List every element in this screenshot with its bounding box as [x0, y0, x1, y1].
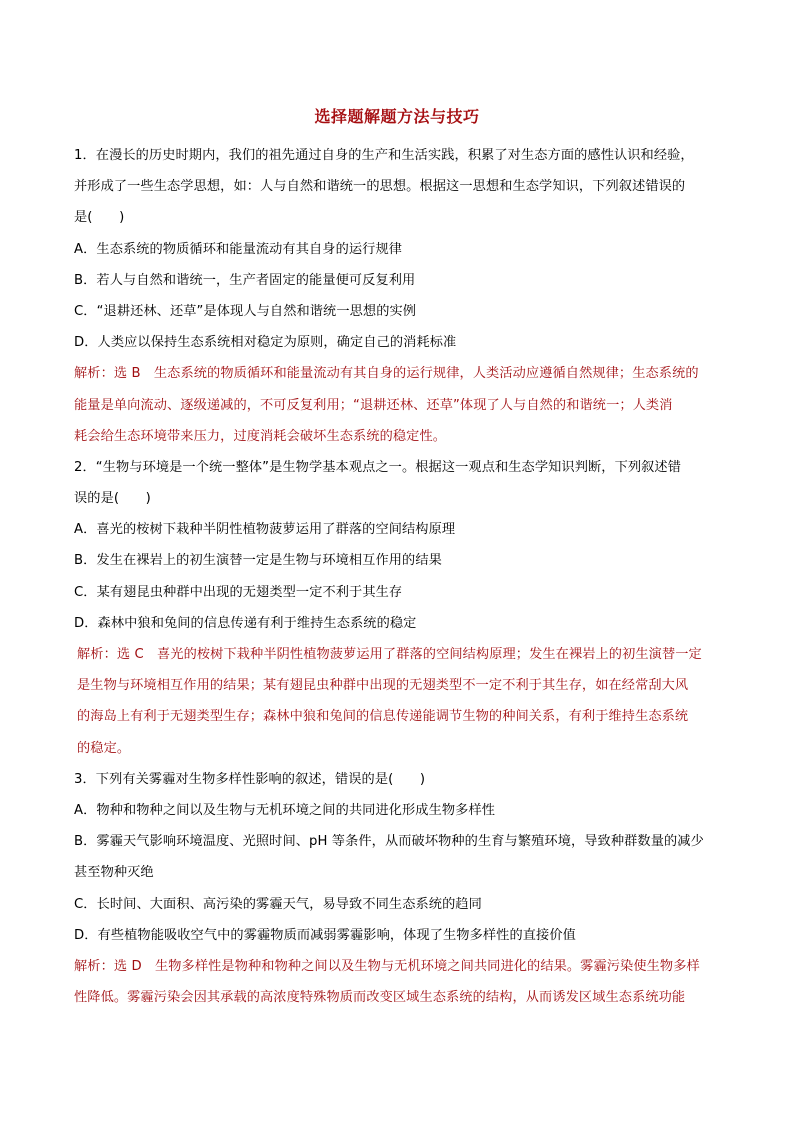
explanation-text-line: 耗会给生态环境带来压力，过度消耗会破坏生态系统的稳定性。	[74, 428, 447, 444]
explanation-text-line: 解析：选 B 生态系统的物质循环和能量流动有其自身的运行规律，人类活动应遵循自然规律；生态系统的	[74, 366, 699, 382]
explanation-text-line: 的稳定。	[77, 740, 131, 756]
question-text-line: 是( )	[74, 210, 125, 226]
question-text-line: A．喜光的桉树下栽种半阴性植物菠萝运用了群落的空间结构原理	[74, 522, 456, 538]
question-text-line: 误的是( )	[74, 491, 151, 507]
explanation-text-line: 解析：选 C 喜光的桉树下栽种半阴性植物菠萝运用了群落的空间结构原理；发生在裸岩上的初生演替一定	[77, 647, 702, 662]
document-title: 选择题解题方法与技巧	[314, 107, 480, 126]
question-text-line: A．生态系统的物质循环和能量流动有其自身的运行规律	[74, 241, 403, 257]
question-text-line: 3．下列有关雾霾对生物多样性影响的叙述，错误的是( )	[74, 771, 426, 787]
question-text-line: B．雾霾天气影响环境温度、光照时间、pH 等条件，从而破坏物种的生育与繁殖环境，导致种群数量的减少	[74, 834, 704, 850]
explanation-text-line: 性降低。雾霾污染会因其承载的高浓度特殊物质而改变区域生态系统的结构，从而诱发区域生态系统功能	[74, 990, 686, 1006]
question-text-line: 1．在漫长的历史时期内，我们的祖先通过自身的生产和生活实践，积累了对生态方面的感性认识和经验，	[74, 148, 694, 163]
question-text-line: 甚至物种灭绝	[74, 865, 154, 881]
document-body	[74, 140, 734, 1013]
question-text-line: D．人类应以保持生态系统相对稳定为原则，确定自己的消耗标准	[74, 335, 457, 351]
question-text-line: C．长时间、大面积、高污染的雾霾天气，易导致不同生态系统的趋同	[74, 896, 482, 912]
question-text-line: D．有些植物能吸收空气中的雾霾物质而减弱雾霾影响，体现了生物多样性的直接价值	[74, 927, 576, 943]
question-text-line: B．若人与自然和谐统一，生产者固定的能量便可反复利用	[74, 272, 416, 288]
explanation-text-line: 能量是单向流动、逐级递减的，不可反复利用；“退耕还林、还草”体现了人与自然的和谐统一；人类消	[74, 397, 673, 413]
explanation-text-line: 的海岛上有利于无翅类型生存；森林中狼和兔间的信息传递能调节生物的种间关系，有利于维持生态系统	[77, 709, 689, 725]
explanation-text-line: 解析：选 D 生物多样性是物种和物种之间以及生物与无机环境之间共同进化的结果。雾霾污染使生物多样	[74, 958, 700, 974]
question-text-line: 2．“生物与环境是一个统一整体”是生物学基本观点之一。根据这一观点和生态学知识判断，下列叙述错	[74, 459, 681, 475]
question-text-line: A．物种和物种之间以及生物与无机环境之间的共同进化形成生物多样性	[74, 802, 496, 818]
question-text-line: 并形成了一些生态学思想，如：人与自然和谐统一的思想。根据这一思想和生态学知识，下列叙述错误的	[74, 179, 686, 195]
explanation-text-line: 是生物与环境相互作用的结果；某有翅昆虫种群中出现的无翅类型不一定不利于其生存，如在经常刮大风	[77, 678, 689, 694]
question-text-line: D．森林中狼和兔间的信息传递有利于维持生态系统的稳定	[74, 615, 417, 631]
question-text-line: C．某有翅昆虫种群中出现的无翅类型一定不利于其生存	[74, 584, 403, 600]
question-text-line: C．“退耕还林、还草”是体现人与自然和谐统一思想的实例	[74, 303, 417, 319]
question-text-line: B．发生在裸岩上的初生演替一定是生物与环境相互作用的结果	[74, 553, 442, 569]
